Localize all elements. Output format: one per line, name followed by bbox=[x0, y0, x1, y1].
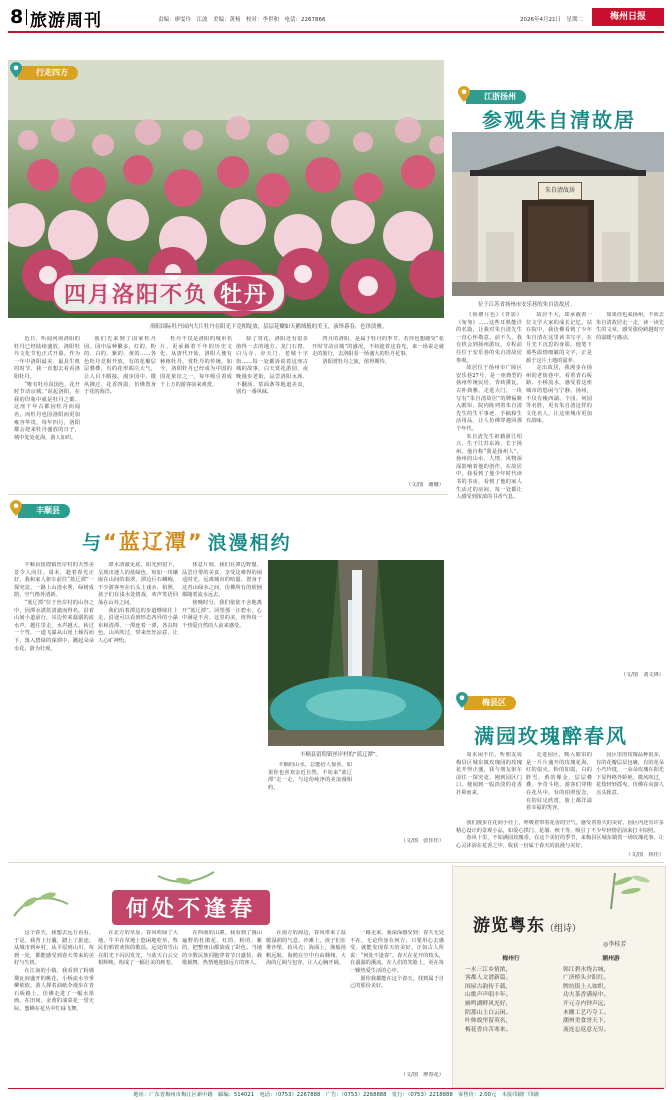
article3-col3: 休息片刻，我们在潭边野餐，品尝自带的美食，享受这难得的闲适时光。远离城市的喧嚣，置身于这青山绿水之间，仿佛所有的烦恼都随着流水远去。 傍晚时分，我们依依不舍地离开“蓝辽潭”。回望那一汪碧水，心中满是不舍。这里的美，值得每一个热爱自然的人前来感受。 bbox=[182, 562, 262, 629]
headline-text: 四月洛阳不负 bbox=[64, 282, 209, 308]
residence-caption: 位于江苏省扬州市安乐巷的朱自清故居。 bbox=[478, 302, 576, 308]
waterfall-caption: 丰顺县留隍镇丝岸村的“蓝辽潭”。 bbox=[300, 752, 382, 758]
location-pin-icon bbox=[10, 500, 22, 516]
poem2-title: 潮州游 bbox=[602, 956, 620, 962]
headline-prefix: 与 bbox=[82, 532, 104, 554]
tag-travel-everywhere bbox=[18, 66, 78, 80]
article3-col2: 潭水清澈见底，阳光照射下，呈现出迷人的蓝绿色，宛如一块镶嵌在山间的翡翠。潭边巨石嶙峋，不少游客坐在石头上戏水、拍照，孩子们在浅水处嬉戏，欢声笑语回荡在山谷之间。 我们沿着潭边的步道继续往上走，沿途可以看到形态各异的小瀑布和清潭，一潭连着一潭，各具特色。山风吹过，带来丝丝凉意，让人心旷神怡。 bbox=[98, 562, 178, 644]
location-pin-icon bbox=[10, 62, 22, 78]
tag-jiangzhe-yangzhou bbox=[466, 90, 526, 104]
poem-author: ◎李桂芳 bbox=[603, 941, 627, 948]
article2-col1: 《荷塘月色》《背影》《匆匆》……这些耳熟能详的名篇，让我对朱自清先生一直心怀敬意。前不久，我有机会到扬州游玩，专程前往位于安乐巷的朱自清故居参观。 故居位于扬州市广陵区安乐巷27号，是一座典型的扬州传统民居，青砖黛瓦，古朴典雅。走进大门，一块写有“朱自清故居”的牌匾映入眼帘。院内陈列着朱自清先生的生平事迹、手稿和生活用品，让人仿佛穿越回那个年代。 朱自清先生祖籍浙江绍兴，生于江苏东海，长于扬州。他自称“我是扬州人”。扬州的山水、人情、风物深深影响着他的创作。在故居中，我看到了他少年时代读书的书房，看到了他的家人生活过的房间，每一处都让人感受到浓浓的书香气息。 bbox=[456, 312, 522, 501]
poem-box bbox=[452, 866, 666, 1088]
page-number: 8 bbox=[10, 6, 24, 28]
residence-plaque bbox=[538, 182, 582, 200]
article2-col3: 如果你也来扬州，不妨去朱自清故居走一走，读一读先生的文章，感受那份跨越时空的温暖与感动。 bbox=[596, 312, 664, 341]
poem1: 梅州行 一水三江乡情浓， 客都人文谱新篇。 围屋古韵传千载， 山歌声声唱丰年。 雁鸣湖畔风光好， 阴那山上白云闲。 叶帅故里留英名， 梅花香自苦寒来。 bbox=[465, 955, 557, 1034]
article5-headline: 何处不逢春 bbox=[112, 890, 270, 925]
article1-author: （文/图 谢姗） bbox=[405, 482, 444, 488]
article5-col5: 一路走来，我深深感受到：春天无处不在。无论你身在何方，只要用心去感受，就能发现春天的美好。正如古人所说：“何处不逢春”。春天在花开的枝头，在潺潺的溪流，在人们的笑脸上，更在每一颗热爱生活的心中。 愿你我都能在这个春天，找到属于自己的那份美好。 bbox=[350, 930, 444, 990]
article1-col2: 我们先来到了国家牡丹园。园中品种繁多，红的、粉的、白的、紫的、黄的……各色牡丹竞相开放，有的花瓣层层叠叠，有的花形端庄大气，让人目不暇接。漫步园中，微风拂过，花香四溢，仿佛置身于花的海洋。 bbox=[84, 336, 156, 396]
section-title: 旅游周刊 bbox=[30, 11, 102, 31]
article2-col2: 故居不大，却承载着一位文学大家的成长记忆。站在院中，我仿佛看到了少年朱自清在这里读书写字，在月光下沉思的身影。他笔下那些温情细腻的文字，正是源于这片土地的滋养。 走出故居，我漫步在扬州的老街巷中，看着青石板路、小桥流水，感受着这座城市的悠闲与宁静。扬州，不仅有瘦西湖、个园、何园等名胜，更有朱自清这样的文化名人，让这座城市更加有韵味。 bbox=[526, 312, 592, 425]
logo-text: 梅州日报 bbox=[609, 12, 646, 22]
article4-author: （文/图 林佳） bbox=[625, 852, 664, 858]
article5-col4: 在南方的海边，春风带来了温暖湿润的气息。沙滩上，孩子们在堆沙堡、捡贝壳；海面上，渔船扬帆远航，海鸥在空中自由翱翔。大海的辽阔与包容，让人心胸开阔。 bbox=[266, 930, 346, 967]
article4-col2: 走进园区，映入眼帘的是一片片盛开的玫瑰花海，红的似火，粉的如霞，白的胜雪，黄的像金，层层叠叠，争奇斗艳。游客们穿梭在花丛中，有的拍照留念，有的驻足欣赏，脸上都洋溢着幸福的笑容。 bbox=[526, 752, 592, 812]
article1-col5: 四月的洛阳，是属于牡丹的季节。若你也想感受“花开时节动京城”的盛况，不妨趁着这春光，来一场说走就走的旅行，去洛阳看一场盛大的牡丹花事。 洛阳赏牡丹之旅，值得期待。 bbox=[312, 336, 444, 365]
article3-author: （文/图 张佳佳） bbox=[400, 838, 444, 844]
tag-meixian bbox=[464, 696, 516, 710]
poem2: 潮州游 韩江碧水绕古城， 广济桥头夕阳红。 牌坊街上人如织， 功夫茶香满屋中。 开元寺内钟声远， 木雕工艺巧夺工。 潮州美食誉天下， 流连忘返意无穷。 bbox=[563, 955, 659, 1034]
headline-highlight: “蓝辽潭” bbox=[103, 530, 204, 554]
article1-col3: 牡丹不仅是洛阳的城市名片，更承载着千年的历史文化。从唐代开始，洛阳人便有种植牡丹、赏牡丹的传统。如今，洛阳牡丹已经成为中国的国花象征之一，每年吸引着成千上万的游客前来观赏。 bbox=[160, 336, 232, 388]
poem-subtitle: （组诗） bbox=[545, 924, 582, 934]
tag-label: 江浙扬州 bbox=[484, 92, 516, 101]
residence-photo bbox=[452, 132, 664, 296]
article5-col1: 这个春天，我想去远方看看。于是，我背上行囊，踏上了旅途。从城市到乡村，从平原到山川，每到一处，都能感受到春天带来的美好与生机。 在江南的小镇，我看到了粉墙黛瓦间盛开的桃花，小桥流水旁垂柳依依。游人撑着油纸伞漫步在青石板路上，仿佛走进了一幅水墨画。在田间，金黄的油菜花一望无际，蜜蜂在花丛中忙碌飞舞。 bbox=[14, 930, 94, 1012]
waterfall-illustration bbox=[268, 560, 444, 746]
peony-caption: 洛阳国际牡丹园内大片牡丹在阳光下竞相绽放，层层花瓣如天鹅绒般的美玉，演绎暮春，色泽淡雅。 bbox=[150, 324, 388, 330]
article4-col4: 我们漫步在花间小径上，呼吸着带着花香的空气，感受着春天的美好。园区内还有许多精心设计的景观小品，如爱心拱门、花墙、秋千等，吸引了不少年轻情侣前来打卡拍照。 春风十里，不如满园玫瑰香。在这个美好的季节，来梅县区城东镇赏一场玫瑰花事，让心灵沐浴在花香之中，收获一份属于春天的浪漫与美好。 bbox=[456, 820, 664, 849]
issue-date: 2026年4月21日 星期二 bbox=[520, 17, 583, 23]
bamboo-decoration-icon bbox=[601, 871, 661, 911]
tag-label: 梅县区 bbox=[482, 698, 506, 707]
article1-col1: 近日，听闻河南洛阳的牡丹已经陆续盛放，洛阳牡丹文化节也正式开幕。作为一年中洛阳最美、最具生机的时节，我一直想去看看洛阳牡丹。 “唯有牡丹真国色，花开时节动京城。”说起洛阳，在我的印象中就是牡丹之都。这座千年古都因牡丹而闻名，而牡丹也因洛阳而更加雍容华贵。每年四月，洛阳都会迎来牡丹盛放的日子，城中处处花海，游人如织。 bbox=[14, 336, 80, 441]
article3-col1: 丰顺县留隍镇丝岸村的天然美景令人向往。周末，趁着春光正好，我和家人驱车前往“蓝辽潭”一探究竟。一路上山清水秀，绿树成荫，空气格外清新。 “蓝辽潭”位于丝岸村的山谷之中，因潭水湛蓝清澈而得名。沿着山间小道前行，耳边传来潺潺的流水声，越往里走，水声越大。转过一个弯，一道飞瀑从山崖上倾泻而下，落入碧绿的深潭中，溅起朵朵水花，蔚为壮观。 bbox=[14, 562, 94, 652]
article5-author: （文/图 廖春花） bbox=[400, 1072, 444, 1078]
location-pin-icon bbox=[458, 86, 470, 102]
waterfall-photo bbox=[268, 560, 444, 746]
plaque-text: 朱自清故居 bbox=[544, 187, 575, 194]
article4-headline: 满园玫瑰醉春风 bbox=[474, 724, 628, 748]
tag-fengshun bbox=[18, 504, 70, 518]
article2-headline: 参观朱自清故居 bbox=[482, 108, 636, 132]
masthead bbox=[0, 0, 672, 34]
article3-headline bbox=[82, 526, 292, 556]
article2-author: （文/图 刘文锋） bbox=[620, 672, 664, 678]
tag-label: 行走四方 bbox=[36, 68, 68, 77]
footer: 地址：广东省梅州市梅江区新中路 邮编：514021 电话：（0753）2267888 广告：（0753）2268888 发行：（0753）2218888 零售价：2.00元 本报印刷厂印刷 bbox=[133, 1092, 539, 1098]
article4-col3: 园区里的玫瑰品种很多，有的花瓣层层包裹，有的花朵小巧玲珑，一朵朵玫瑰在阳光下显得格外娇艳。微风吹过，花枝轻轻摇曳，仿佛在向游人点头致意。 bbox=[596, 752, 664, 796]
tag-label: 丰顺县 bbox=[36, 506, 60, 515]
article1-headline bbox=[52, 273, 286, 313]
headline-suffix: 浪漫相约 bbox=[207, 532, 292, 554]
editors-line: 责编：廖雯玲 江波 美编：黄杨 校对：李世和 电话：2267866 bbox=[158, 17, 326, 23]
poem1-title: 梅州行 bbox=[502, 956, 520, 962]
paper-logo bbox=[592, 8, 664, 26]
residence-gate-illustration bbox=[452, 132, 664, 296]
headline-highlight: 牡丹 bbox=[214, 276, 274, 311]
article3-col4: 丰顺的山水，总能给人惊喜。如果你也喜欢亲近自然，不妨来“蓝辽潭”走一走，与这份纯净的美浪漫相约。 bbox=[268, 762, 352, 791]
article5-col3: 在西南的山寨，我看到了漫山遍野的杜鹃花。红的、粉的、紫的，把整座山都染成了彩色。当地的少数民族同胞穿着节日盛装，载歌载舞，热情地迎接远方的客人。 bbox=[182, 930, 262, 967]
article1-col4: 除了赏花，洛阳还有很多值得一去的地方。龙门石窟、白马寺、应天门、老城十字街……每一处都诉说着这座古城的故事。白天赏花游园，夜晚漫步老街，品尝洛阳水席、不翻汤、浆面条等地道美食，别有一番风味。 bbox=[236, 336, 308, 396]
poem-title: 游览粤东 bbox=[473, 916, 545, 936]
article4-col1: 周末闲不住，听朋友说梅县区城东镇玫瑰园的玫瑰花开得正盛，我与朋友驱车前往一探究竟。刚到园区门口，便闻到一股淡淡的花香扑鼻而来。 bbox=[456, 752, 522, 796]
article5-col2: 在北方的草原，春风吹绿了大地，牛羊在草地上悠闲地吃草，牧民们唱着欢快的歌谣。远处的雪山在阳光下闪闪发光，与蓝天白云交相辉映，构成了一幅壮美的画卷。 bbox=[98, 930, 178, 967]
location-pin-icon bbox=[456, 692, 468, 708]
poem-headline bbox=[473, 911, 581, 936]
